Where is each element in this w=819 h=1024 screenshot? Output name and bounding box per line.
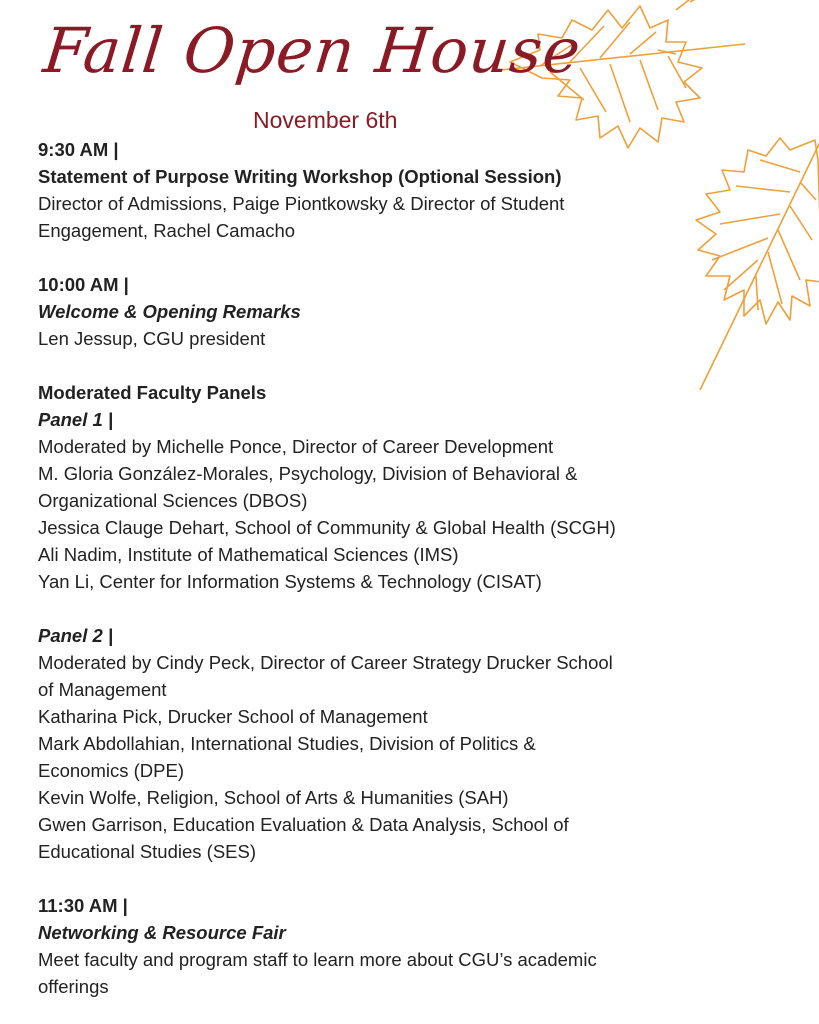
session-time: 11:30 AM | — [38, 895, 128, 916]
session-detail: Meet faculty and program staff to learn more about CGU’s academic — [38, 949, 597, 970]
panelist-line: Economics (DPE) — [38, 760, 184, 781]
page-title: Fall Open House — [40, 14, 585, 87]
session-title: Networking & Resource Fair — [38, 922, 286, 943]
panelist-line: Yan Li, Center for Information Systems & Technology (CISAT) — [38, 571, 542, 592]
panelist-line: Gwen Garrison, Education Evaluation & Data Analysis, School of — [38, 814, 569, 835]
panels-heading: Moderated Faculty Panels — [38, 382, 267, 403]
schedule — [38, 136, 758, 1000]
session-detail: Len Jessup, CGU president — [38, 328, 266, 349]
panelist-line: Kevin Wolfe, Religion, School of Arts & Humanities (SAH) — [38, 787, 509, 808]
session-detail: offerings — [38, 976, 109, 997]
panelist-line: of Management — [38, 679, 167, 700]
event-date: November 6th — [253, 107, 398, 133]
session-time: 9:30 AM | — [38, 139, 119, 160]
session-title: Welcome & Opening Remarks — [38, 301, 301, 322]
session-detail: Engagement, Rachel Camacho — [38, 220, 296, 241]
session-workshop — [38, 136, 758, 244]
session-networking — [38, 892, 758, 1000]
panelist-line: Jessica Clauge Dehart, School of Community & Global Health (SCGH) — [38, 517, 616, 538]
session-welcome — [38, 271, 758, 352]
panelist-line: Moderated by Cindy Peck, Director of Career Strategy Drucker School — [38, 652, 613, 673]
session-panels — [38, 379, 758, 865]
panelist-line: Mark Abdollahian, International Studies, Division of Politics & — [38, 733, 536, 754]
panel-label: Panel 1 | — [38, 409, 114, 430]
panelist-line: Katharina Pick, Drucker School of Management — [38, 706, 428, 727]
panelist-line: Organizational Sciences (DBOS) — [38, 490, 308, 511]
panelist-line: Moderated by Michelle Ponce, Director of Career Development — [38, 436, 554, 457]
session-time: 10:00 AM | — [38, 274, 129, 295]
panelist-line: M. Gloria González-Morales, Psychology, Division of Behavioral & — [38, 463, 578, 484]
panelist-line: Ali Nadim, Institute of Mathematical Sciences (IMS) — [38, 544, 459, 565]
panelist-line: Educational Studies (SES) — [38, 841, 257, 862]
session-title: Statement of Purpose Writing Workshop (Optional Session) — [38, 166, 562, 187]
session-detail: Director of Admissions, Paige Piontkowsky & Director of Student — [38, 193, 565, 214]
panel-label: Panel 2 | — [38, 625, 114, 646]
